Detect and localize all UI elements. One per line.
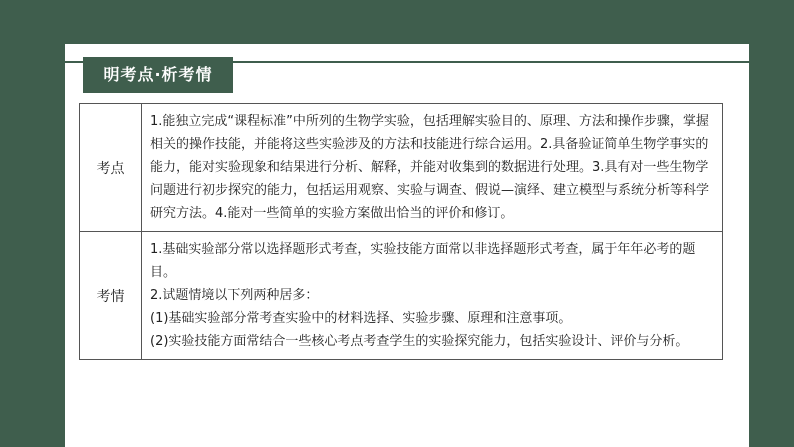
kaoqing-line: (2)实验技能方面常结合一些核心考点考查学生的实验探究能力，包括实验设计、评价与分析。 [150,334,689,349]
table-row [80,232,723,360]
kaoqing-line: 1.基础实验部分常以选择题形式考查，实验技能方面常以非选择题形式考查，属于年年必考的题目。 [150,242,696,280]
slide [65,44,749,447]
table-row [80,104,723,232]
row-label-kaodian: 考点 [80,104,142,232]
kaoqing-line: (1)基础实验部分常考查实验中的材料选择、实验步骤、原理和注意事项。 [150,311,572,326]
section-title: 明考点·析考情 [83,57,233,93]
row-content-kaodian: 1.能独立完成“课程标准”中所列的生物学实验，包括理解实验目的、原理、方法和操作步骤，掌握相关的操作技能，并能将这些实验涉及的方法和技能进行综合运用。2.具备验证简单生物学事实的能力，能对实验现象和结果进行分析、解释，并能对收集到的数据进行处理。3.具有对一些生物学问题进行初步探究的能力，包括运用观察、实验与调查、假说—演绎、建立模型与系统分析等科学研究方法。4.能对一些简单的实验方案做出恰当的评价和修订。 [142,104,723,232]
row-content-kaoqing [142,232,723,360]
row-label-kaoqing: 考情 [80,232,142,360]
info-table [79,103,723,360]
kaoqing-line: 2.试题情境以下列两种居多： [150,288,319,303]
